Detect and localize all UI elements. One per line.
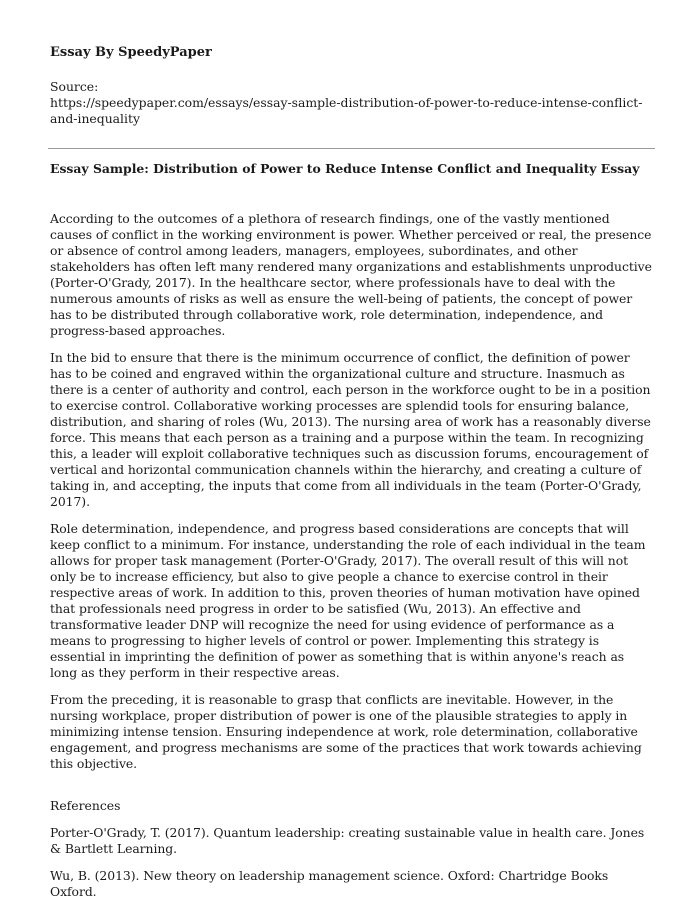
references-heading: References: [50, 798, 121, 813]
reference-item: Wu, B. (2013). New theory on leadership management science. Oxford: Chartridge Books Oxford.: [50, 868, 609, 899]
essay-body: [50, 211, 653, 772]
essay-paragraph: In the bid to ensure that there is the minimum occurrence of conflict, the definition of power has to be coined and engraved within the organizational culture and structure. Inasmuch as there is a center of authority and control, each person in the workforce ought to be in a position to exercise control. Collaborative working processes are splendid tools for ensuring balance, distribution, and sharing of roles (Wu, 2013). The nursing area of work has a reasonably diverse force. This means that each person as a training and a purpose within the team. In recognizing this, a leader will exploit collaborative techniques such as discussion forums, encouragement of vertical and horizontal communication channels within the hierarchy, and creating a culture of taking in, and accepting, the inputs that come from all individuals in the team (Porter-O'Grady, 2017).: [50, 350, 651, 509]
source-url: https://speedypaper.com/essays/essay-sample-distribution-of-power-to-reduce-intense-conflict-and-inequality: [50, 95, 643, 126]
essay-heading: Essay Sample: Distribution of Power to Reduce Intense Conflict and Inequality Essay: [50, 161, 640, 176]
essay-paragraph: Role determination, independence, and progress based considerations are concepts that will keep conflict to a minimum. For instance, understanding the role of each individual in the team allows for proper task management (Porter-O'Grady, 2017). The overall result of this will not only be to increase efficiency, but also to give people a chance to exercise control in their respective areas of work. In addition to this, proven theories of human motivation have opined that professionals need progress in order to be satisfied (Wu, 2013). An effective and transformative leader DNP will recognize the need for using evidence of performance as a means to progressing to higher levels of control or power. Implementing this strategy is essential in imprinting the definition of power as something that is within anyone's reach as long as they perform in their respective areas.: [50, 521, 646, 680]
document-title: Essay By SpeedyPaper: [50, 45, 212, 60]
reference-item: Porter-O'Grady, T. (2017). Quantum leadership: creating sustainable value in health care. Jones & Bartlett Learning.: [50, 825, 645, 856]
essay-paragraph: According to the outcomes of a plethora of research findings, one of the vastly mentioned causes of conflict in the working environment is power. Whether perceived or real, the presence or absence of control among leaders, managers, employees, subordinates, and other stakeholders has often left many rendered many organizations and establishments unproductive (Porter-O'Grady, 2017). In the healthcare sector, where professionals have to deal with the numerous amounts of risks as well as ensure the well-being of patients, the concept of power has to be distributed through collaborative work, role determination, independence, and progress-based approaches.: [50, 211, 652, 338]
header-divider: [48, 148, 655, 149]
essay-paragraph: From the preceding, it is reasonable to grasp that conflicts are inevitable. However, in the nursing workplace, proper distribution of power is one of the plausible strategies to apply in minimizing intense tension. Ensuring independence at work, role determination, collaborative engagement, and progress mechanisms are some of the practices that work towards achieving this objective.: [50, 692, 642, 771]
source-label: Source:: [50, 79, 99, 94]
